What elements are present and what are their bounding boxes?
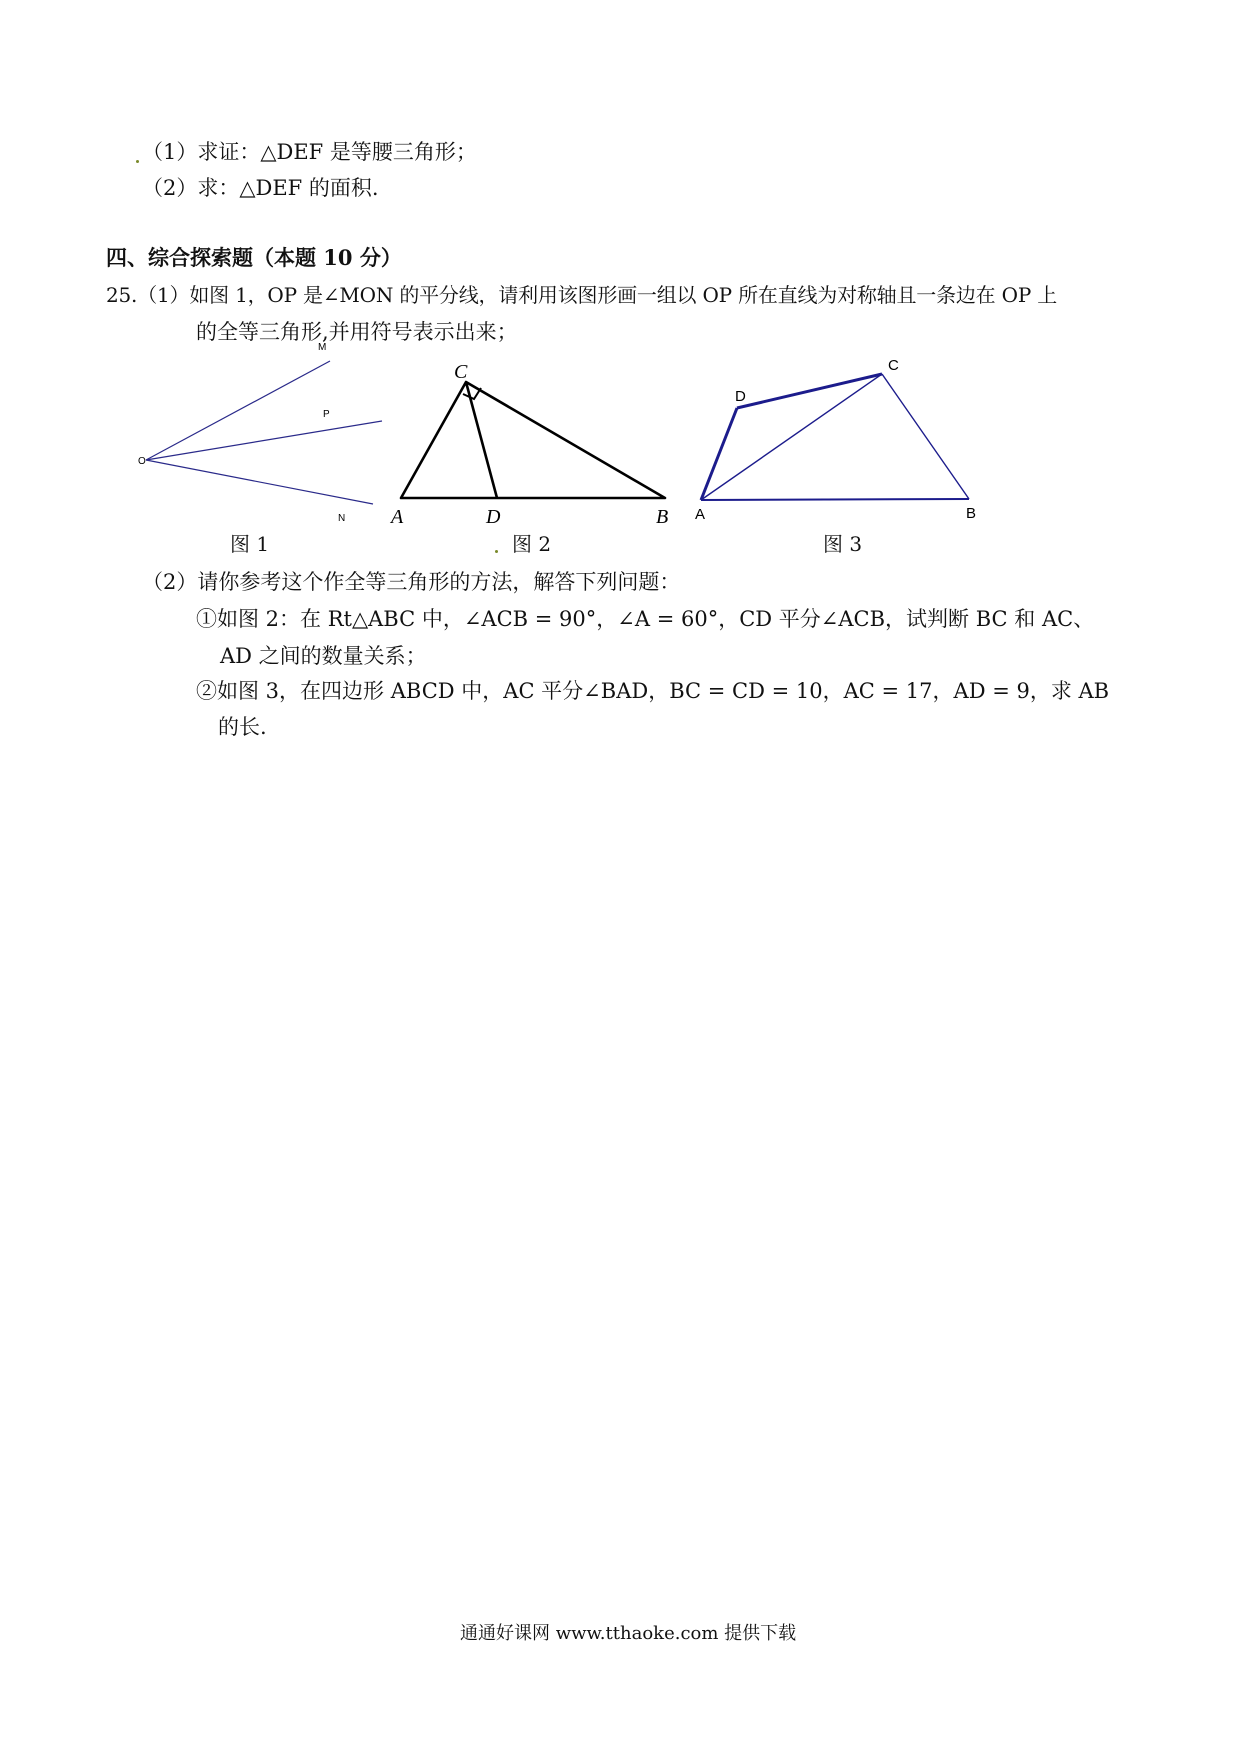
label-p: P bbox=[323, 409, 330, 420]
label-n: N bbox=[338, 513, 346, 524]
label-d: D bbox=[735, 388, 746, 405]
label-b: B bbox=[966, 505, 977, 522]
ray-on bbox=[146, 460, 373, 504]
q25-part2-item1-line2: AD 之间的数量关系； bbox=[220, 644, 427, 668]
q24-part1: （1）求证：△DEF 是等腰三角形； bbox=[142, 140, 477, 164]
side-ab bbox=[701, 499, 969, 500]
q25-part2-item1-line1: ①如图 2：在 Rt△ABC 中，∠ACB = 90°，∠A = 60°，CD 平分∠ACB，试判断 BC 和 AC、 bbox=[196, 607, 1095, 631]
figure-3 bbox=[692, 356, 992, 526]
side-dc bbox=[737, 374, 882, 408]
diagonal-ac bbox=[701, 374, 882, 500]
label-c: C bbox=[888, 357, 899, 374]
q24-part2: （2）求：△DEF 的面积. bbox=[142, 176, 379, 200]
side-cb bbox=[882, 374, 969, 499]
label-d: D bbox=[486, 506, 501, 524]
label-o: O bbox=[138, 456, 146, 467]
label-a: A bbox=[695, 506, 706, 523]
label-m: M bbox=[318, 342, 327, 353]
stray-mark bbox=[495, 550, 498, 553]
label-a: A bbox=[391, 506, 404, 524]
q25-part1-line1: 25.（1）如图 1，OP 是∠MON 的平分线，请利用该图形画一组以 OP 所在直线为对称轴且一条边在 OP 上 bbox=[106, 283, 1058, 307]
q25-part2-item2-line1: ②如图 3，在四边形 ABCD 中，AC 平分∠BAD，BC = CD = 10，AC = 17，AD = 9，求 AB bbox=[196, 679, 1110, 703]
q25-part1-line2: 的全等三角形,并用符号表示出来； bbox=[196, 320, 518, 344]
figure-1 bbox=[130, 338, 390, 538]
figure-2 bbox=[385, 354, 685, 524]
stray-mark bbox=[136, 160, 139, 163]
bisector-cd bbox=[466, 382, 497, 498]
page-footer: 通通好课网 www.tthaoke.com 提供下载 bbox=[460, 1623, 797, 1644]
figure-3-caption: 图 3 bbox=[823, 532, 863, 556]
figure-1-caption: 图 1 bbox=[230, 532, 270, 556]
triangle-abc bbox=[401, 382, 665, 498]
figure-2-caption: 图 2 bbox=[512, 532, 552, 556]
q25-part2: （2）请你参考这个作全等三角形的方法，解答下列问题： bbox=[142, 570, 681, 594]
label-b: B bbox=[656, 506, 669, 524]
section-heading: 四、综合探索题（本题 10 分） bbox=[106, 245, 402, 270]
label-c: C bbox=[454, 361, 468, 383]
q25-part2-item2-line2: 的长. bbox=[218, 715, 267, 739]
side-ad bbox=[701, 408, 737, 500]
